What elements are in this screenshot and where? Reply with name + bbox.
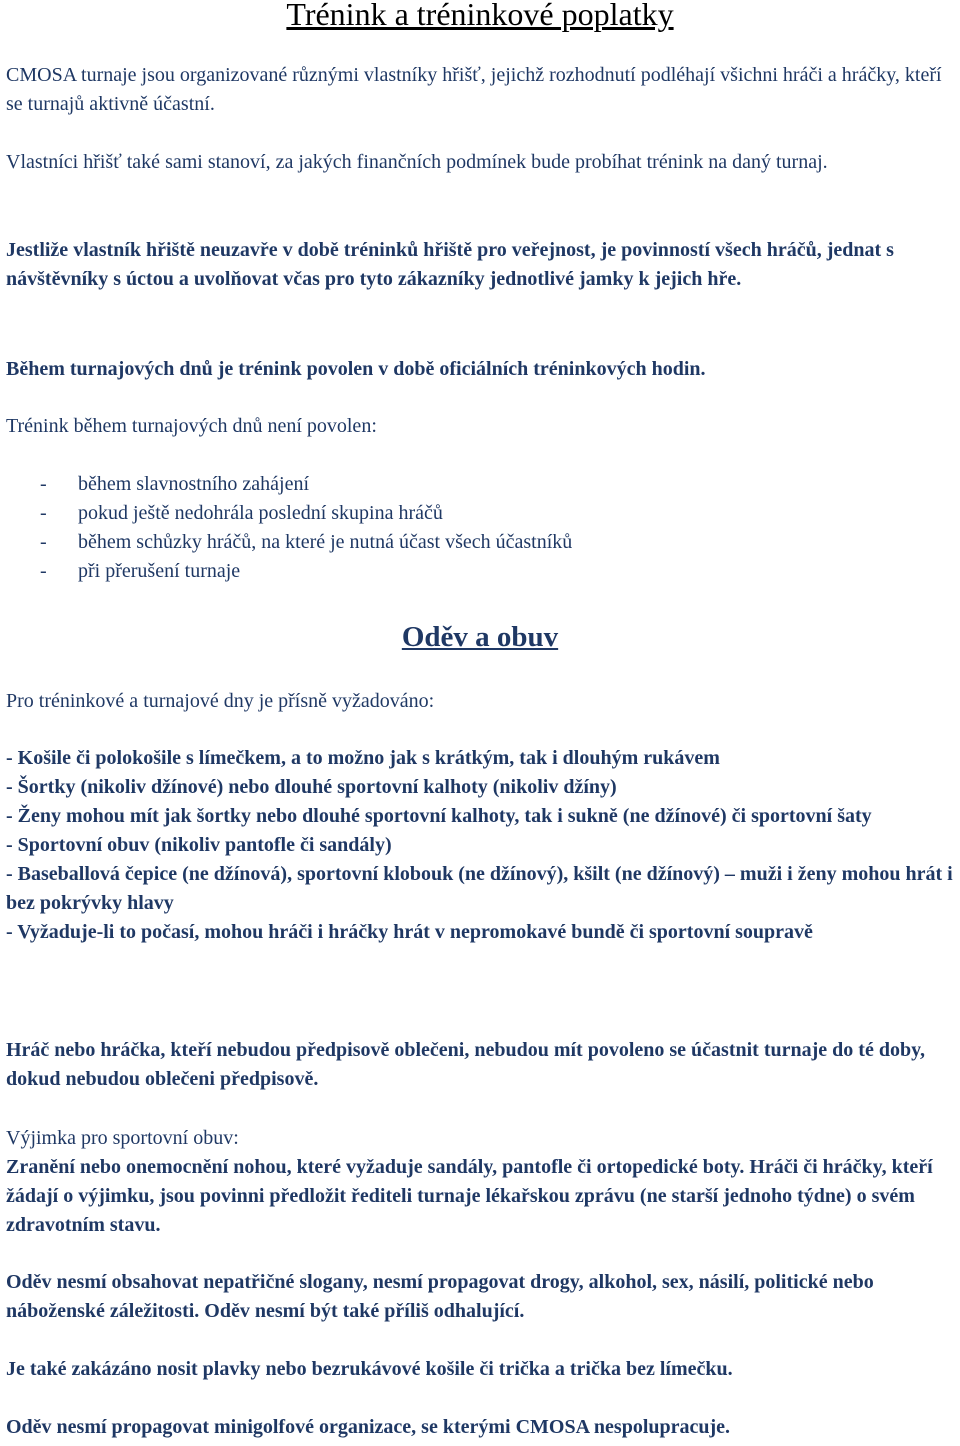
dash-bullet: - bbox=[40, 531, 47, 553]
organizations-paragraph: Oděv nesmí propagovat minigolfové organizace, se kterými CMOSA nespolupracuje. bbox=[6, 1416, 731, 1438]
slogans-paragraph: Oděv nesmí obsahovat nepatřičné slogany, nesmí propagovat drogy, alkohol, sex, násilí, politické nebo náboženské záležitosti. Oděv nesmí být také příliš odhalující. bbox=[6, 1271, 874, 1322]
list-item bbox=[6, 557, 954, 586]
list-item bbox=[6, 470, 954, 499]
list-item: - Vyžaduje-li to počasí, mohou hráči i hráčky hrát v nepromokavé bundě či sportovní soupravě bbox=[6, 921, 813, 943]
list-item-text: při přerušení turnaje bbox=[78, 560, 241, 582]
page-title: Trénink a tréninkové poplatky bbox=[286, 0, 674, 32]
not-allowed-list bbox=[6, 470, 954, 586]
list-item bbox=[6, 499, 954, 528]
intro-paragraph-4: Během turnajových dnů je trénink povolen v době oficiálních tréninkových hodin. bbox=[6, 358, 706, 380]
dash-bullet: - bbox=[40, 560, 47, 582]
exception-paragraph: Zranění nebo onemocnění nohou, které vyžaduje sandály, pantofle či ortopedické boty. Hráči či hráčky, kteří žádají o výjimku, jsou povinni předložit řediteli turnaje lékařskou zprávu (ne starší jednoho týdne) o svém zdravotním stavu. bbox=[6, 1156, 933, 1236]
not-dressed-paragraph: Hráč nebo hráčka, kteří nebudou předpisově oblečeni, nebudou mít povoleno se účastnit turnaje do té doby, dokud nebudou oblečeni předpisově. bbox=[6, 1039, 925, 1090]
swimwear-paragraph: Je také zakázáno nosit plavky nebo bezrukávové košile či trička a trička bez límečku. bbox=[6, 1358, 733, 1380]
dash-bullet: - bbox=[40, 502, 47, 524]
list-item-text: během slavnostního zahájení bbox=[78, 473, 310, 495]
list-item bbox=[6, 528, 954, 557]
list-item: - Baseballová čepice (ne džínová), sportovní klobouk (ne džínový), kšilt (ne džínový) – muži i ženy mohou hrát i bez pokrývky hlavy bbox=[6, 863, 953, 914]
intro-paragraph-3: Jestliže vlastník hřiště neuzavře v době tréninků hřiště pro veřejnost, je povinností všech hráčů, jednat s návštěvníky s úctou a uvolňovat včas pro tyto zákazníky jednotlivé jamky k jejich hře. bbox=[6, 239, 894, 290]
list-item: - Košile či polokošile s límečkem, a to možno jak s krátkým, tak i dlouhým rukávem bbox=[6, 747, 720, 769]
list-item: - Ženy mohou mít jak šortky nebo dlouhé sportovní kalhoty, tak i sukně (ne džínové) či sportovní šaty bbox=[6, 805, 872, 827]
intro-paragraph-1: CMOSA turnaje jsou organizované různými vlastníky hřišť, jejichž rozhodnutí podléhají všichni hráči a hráčky, kteří se turnajů aktivně účastní. bbox=[6, 64, 942, 115]
intro-paragraph-2: Vlastníci hřišť také sami stanoví, za jakých finančních podmínek bude probíhat trénink na daný turnaj. bbox=[6, 151, 828, 173]
list-item-text: pokud ještě nedohrála poslední skupina hráčů bbox=[78, 502, 443, 524]
section-heading-dress: Oděv a obuv bbox=[401, 621, 559, 653]
list-item: - Šortky (nikoliv džínové) nebo dlouhé sportovní kalhoty (nikoliv džíny) bbox=[6, 776, 617, 798]
dress-requirements-list bbox=[6, 744, 954, 947]
dress-lead: Pro tréninkové a turnajové dny je přísně vyžadováno: bbox=[6, 690, 435, 712]
exception-label: Výjimka pro sportovní obuv: bbox=[6, 1127, 239, 1149]
list-item: - Sportovní obuv (nikoliv pantofle či sandály) bbox=[6, 834, 392, 856]
dash-bullet: - bbox=[40, 473, 47, 495]
list-item-text: během schůzky hráčů, na které je nutná účast všech účastníků bbox=[78, 531, 573, 553]
intro-paragraph-5: Trénink během turnajových dnů není povolen: bbox=[6, 415, 377, 437]
